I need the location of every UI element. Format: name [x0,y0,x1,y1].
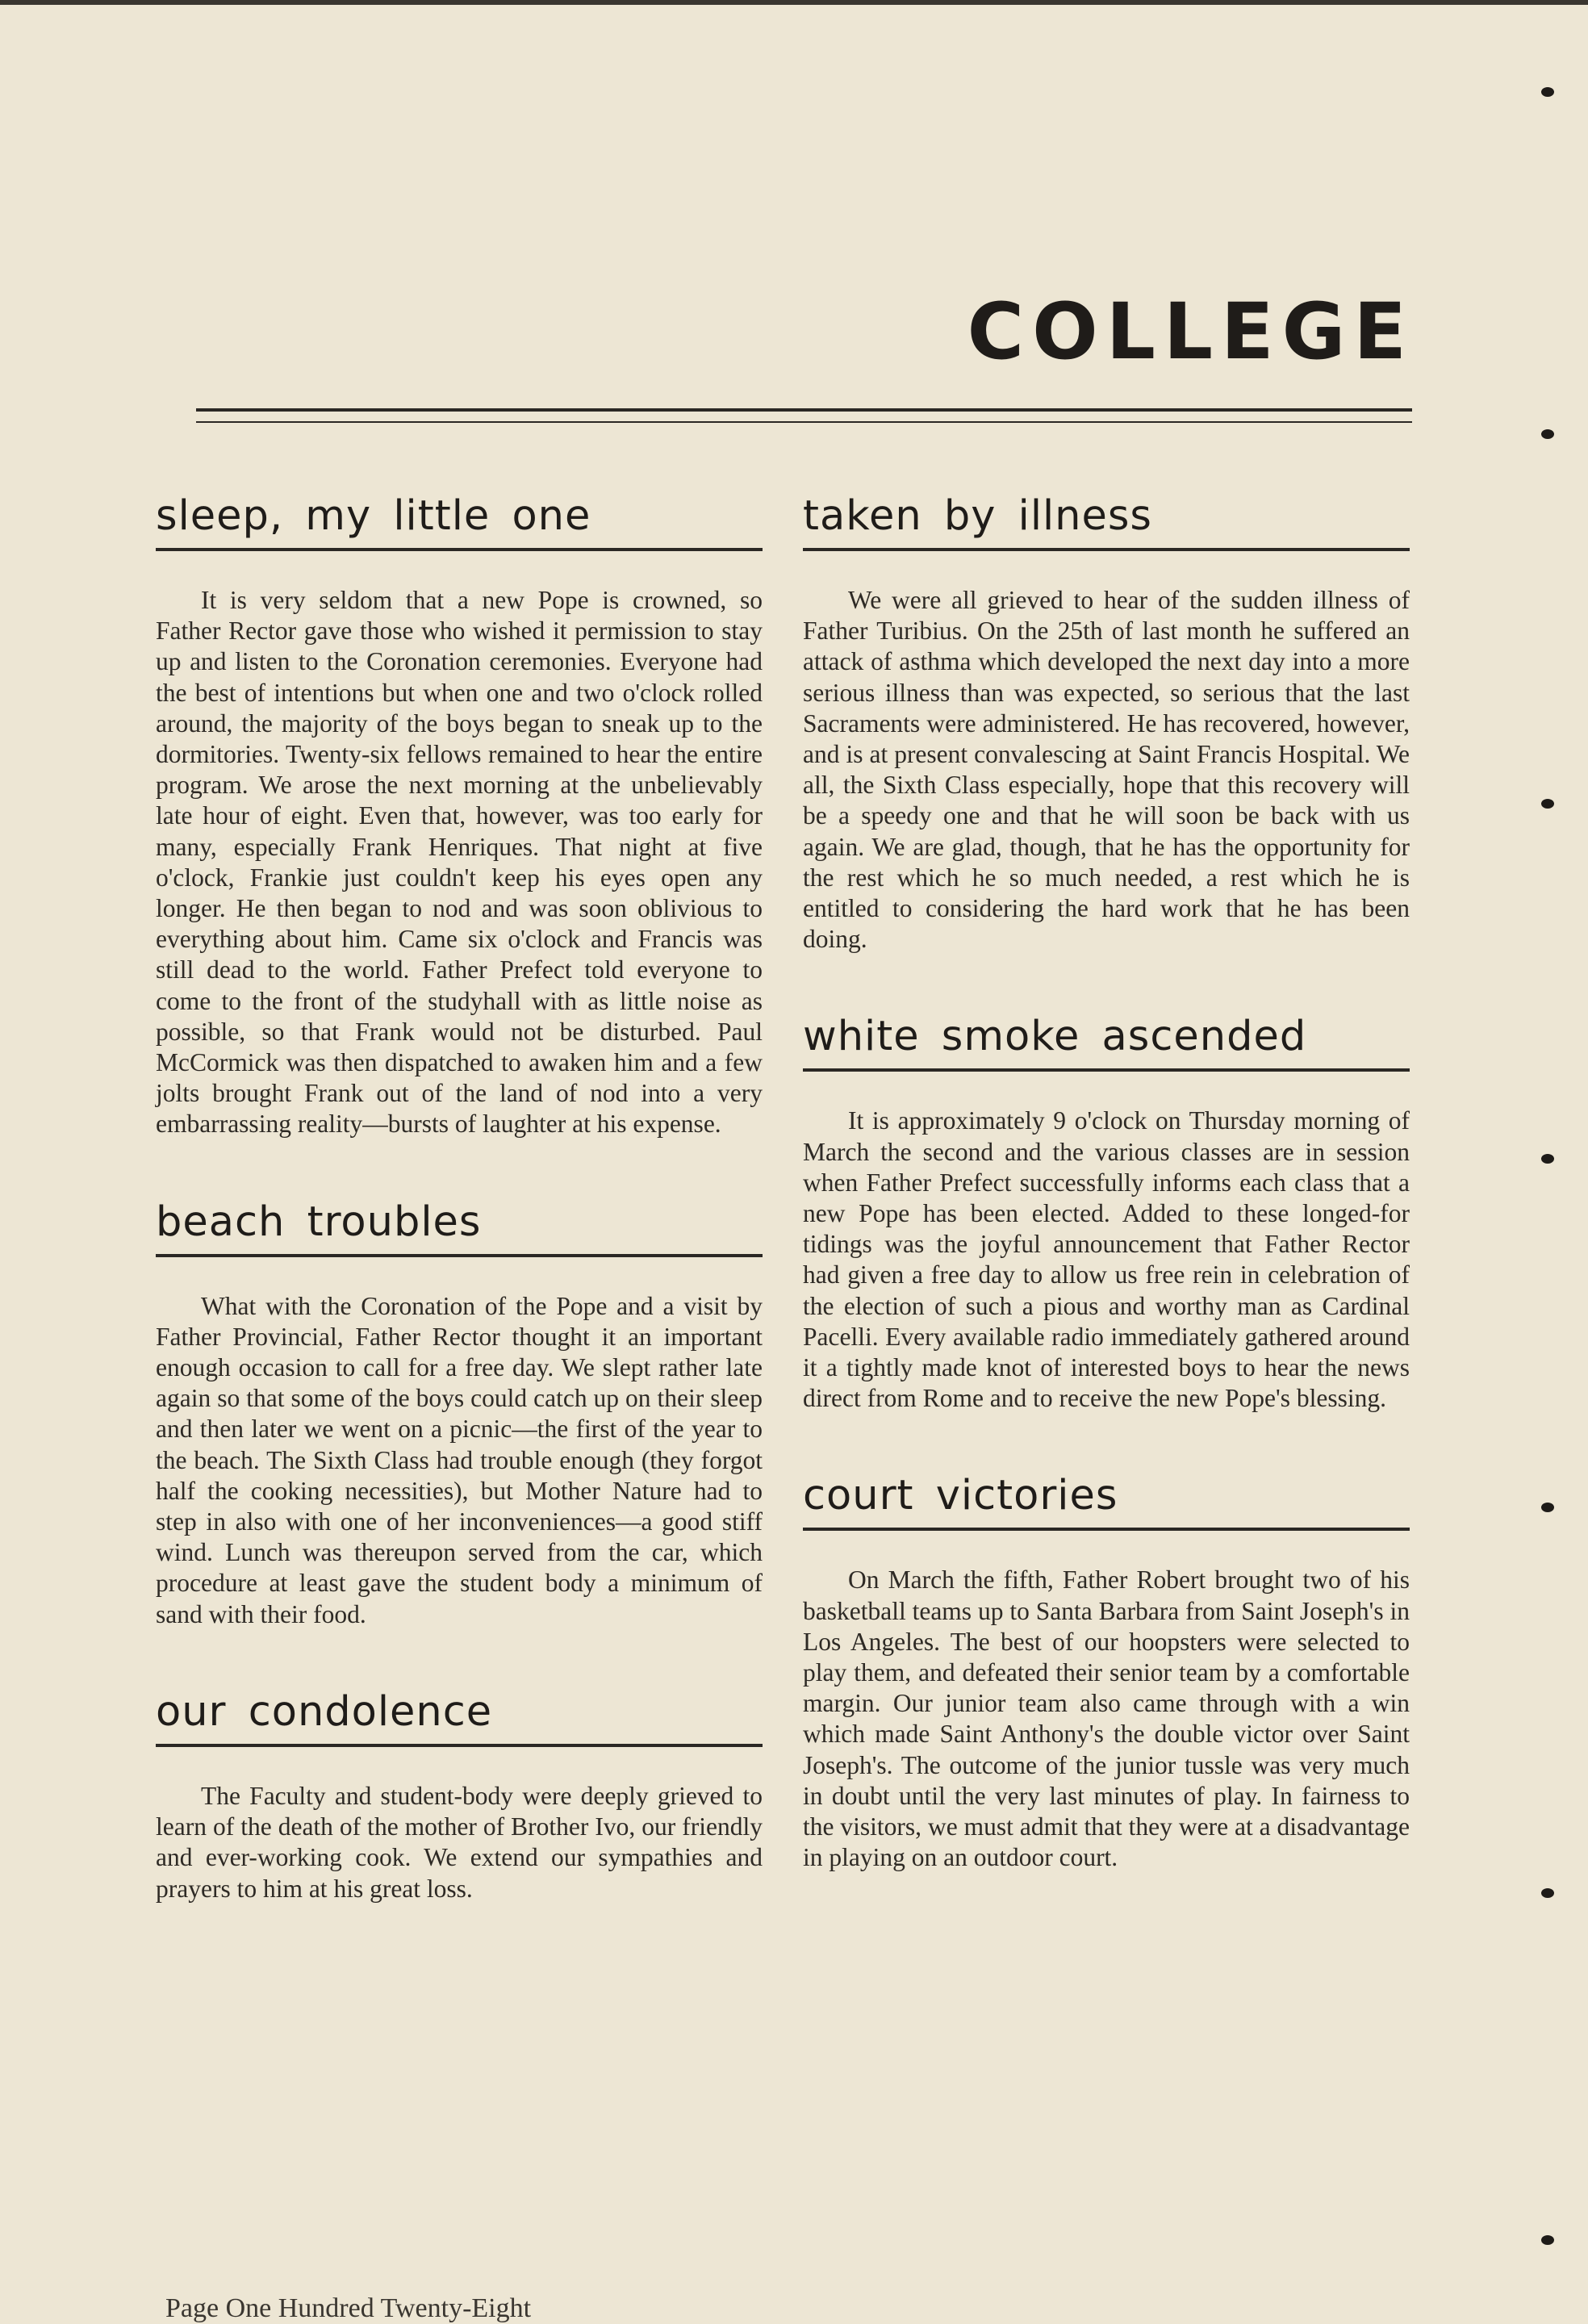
binding-hole-mark [1541,2235,1554,2245]
title-rule-thick [196,408,1412,412]
article-body: We were all grieved to hear of the sudden illness of Father Turibius. On the 25th of last month he suffered an attack of asthma which developed the next day into a more serious illness than was expected, so serious that the last Sacraments were administered. He has recovered, however, and is at present convalescing at Saint Francis Hospital. We all, the Sixth Class especially, hope that this recovery will be a speedy one and that he will soon be back with us again. We are glad, though, that he has the opportunity for the rest which he so much needed, a rest which he is entitled to considering the hard work that he has been doing. [803,586,1410,954]
article-condolence [156,1688,763,1904]
article-body: What with the Coronation of the Pope and a visit by Father Provincial, Father Rector thought it an important enough occasion to call for a free day. We slept rather late again so that some of the boys could catch up on their sleep and then later we went on a picnic—the first of the year to the beach. The Sixth Class had trouble enough (they forgot half the cooking necessities), but Mother Nature had to step in also with one of her inconveniences—a good stiff wind. Lunch was thereupon served from the car, which procedure at least gave the student body a minimum of sand with their food. [156,1291,763,1628]
article-heading: white smoke ascended [803,1013,1410,1072]
article-body: It is approximately 9 o'clock on Thursday morning of March the second and the various classes are in session when Father Prefect successfully informs each class that a new Pope has been elected. Added to these longed-for tidings was the joyful announcement that Father Rector had given a free day to allow us free rein in celebration of the election of such a pious and worthy man as Cardinal Pacelli. Every available radio immediately gathered around it a tightly made knot of interested boys to hear the news direct from Rome and to receive the new Pope's blessing. [803,1106,1410,1413]
page-footer: Page One Hundred Twenty-Eight [165,2293,532,2323]
title-rule-thin [196,421,1412,423]
article-beach [156,1198,763,1630]
article-body: It is very seldom that a new Pope is crowned, so Father Rector gave those who wished it permission to stay up and listen to the Coronation ceremonies. Everyone had the best of intentions but when one and two o'clock rolled around, the majority of the boys began to sneak up to the dormitories. Twenty-six fellows remained to hear the entire program. We arose the next morning at the unbelievably late hour of eight. Even that, however, was too early for many, especially Frank Henriques. That night at five o'clock, Frankie just couldn't keep his eyes open any longer. He then began to nod and was soon oblivious to everything about him. Came six o'clock and Francis was still dead to the world. Father Prefect told everyone to come to the front of the studyhall with as little noise as possible, so that Frank would not be disturbed. Paul McCormick was then dispatched to awaken him and a few jolts brought Frank out of the land of nod into a very embarrassing reality—bursts of laughter at his expense. [156,586,763,1139]
section-title: COLLEGE [967,286,1415,377]
article-heading: court victories [803,1472,1410,1531]
left-column [156,492,763,1962]
binding-hole-mark [1541,1154,1554,1164]
binding-hole-mark [1541,1503,1554,1512]
right-column [803,492,1410,1932]
article-illness [803,492,1410,955]
article-sleep [156,492,763,1140]
binding-hole-mark [1541,429,1554,439]
binding-hole-mark [1541,799,1554,809]
article-heading: taken by illness [803,492,1410,551]
article-heading: sleep, my little one [156,492,763,551]
top-border [0,0,1588,5]
article-body: On March the fifth, Father Robert brought two of his basketball teams up to Santa Barbara from Saint Joseph's in Los Angeles. The best of our hoopsters were selected to play them, and defeated their senior team by a comfortable margin. Our junior team also came through with a win which made Saint Anthony's the double victor over Saint Joseph's. The outcome of the junior tussle was very much in doubt until the very last minutes of play. In fairness to the visitors, we must admit that they were at a disadvantage in playing on an outdoor court. [803,1565,1410,1872]
article-heading: our condolence [156,1688,763,1747]
binding-hole-mark [1541,87,1554,97]
article-body: The Faculty and student-body were deeply grieved to learn of the death of the mother of Brother Ivo, our friendly and ever-working cook. We extend our sympathies and prayers to him at his great loss. [156,1781,763,1903]
article-heading: beach troubles [156,1198,763,1257]
article-court [803,1472,1410,1873]
article-white-smoke [803,1013,1410,1414]
binding-hole-mark [1541,1888,1554,1898]
